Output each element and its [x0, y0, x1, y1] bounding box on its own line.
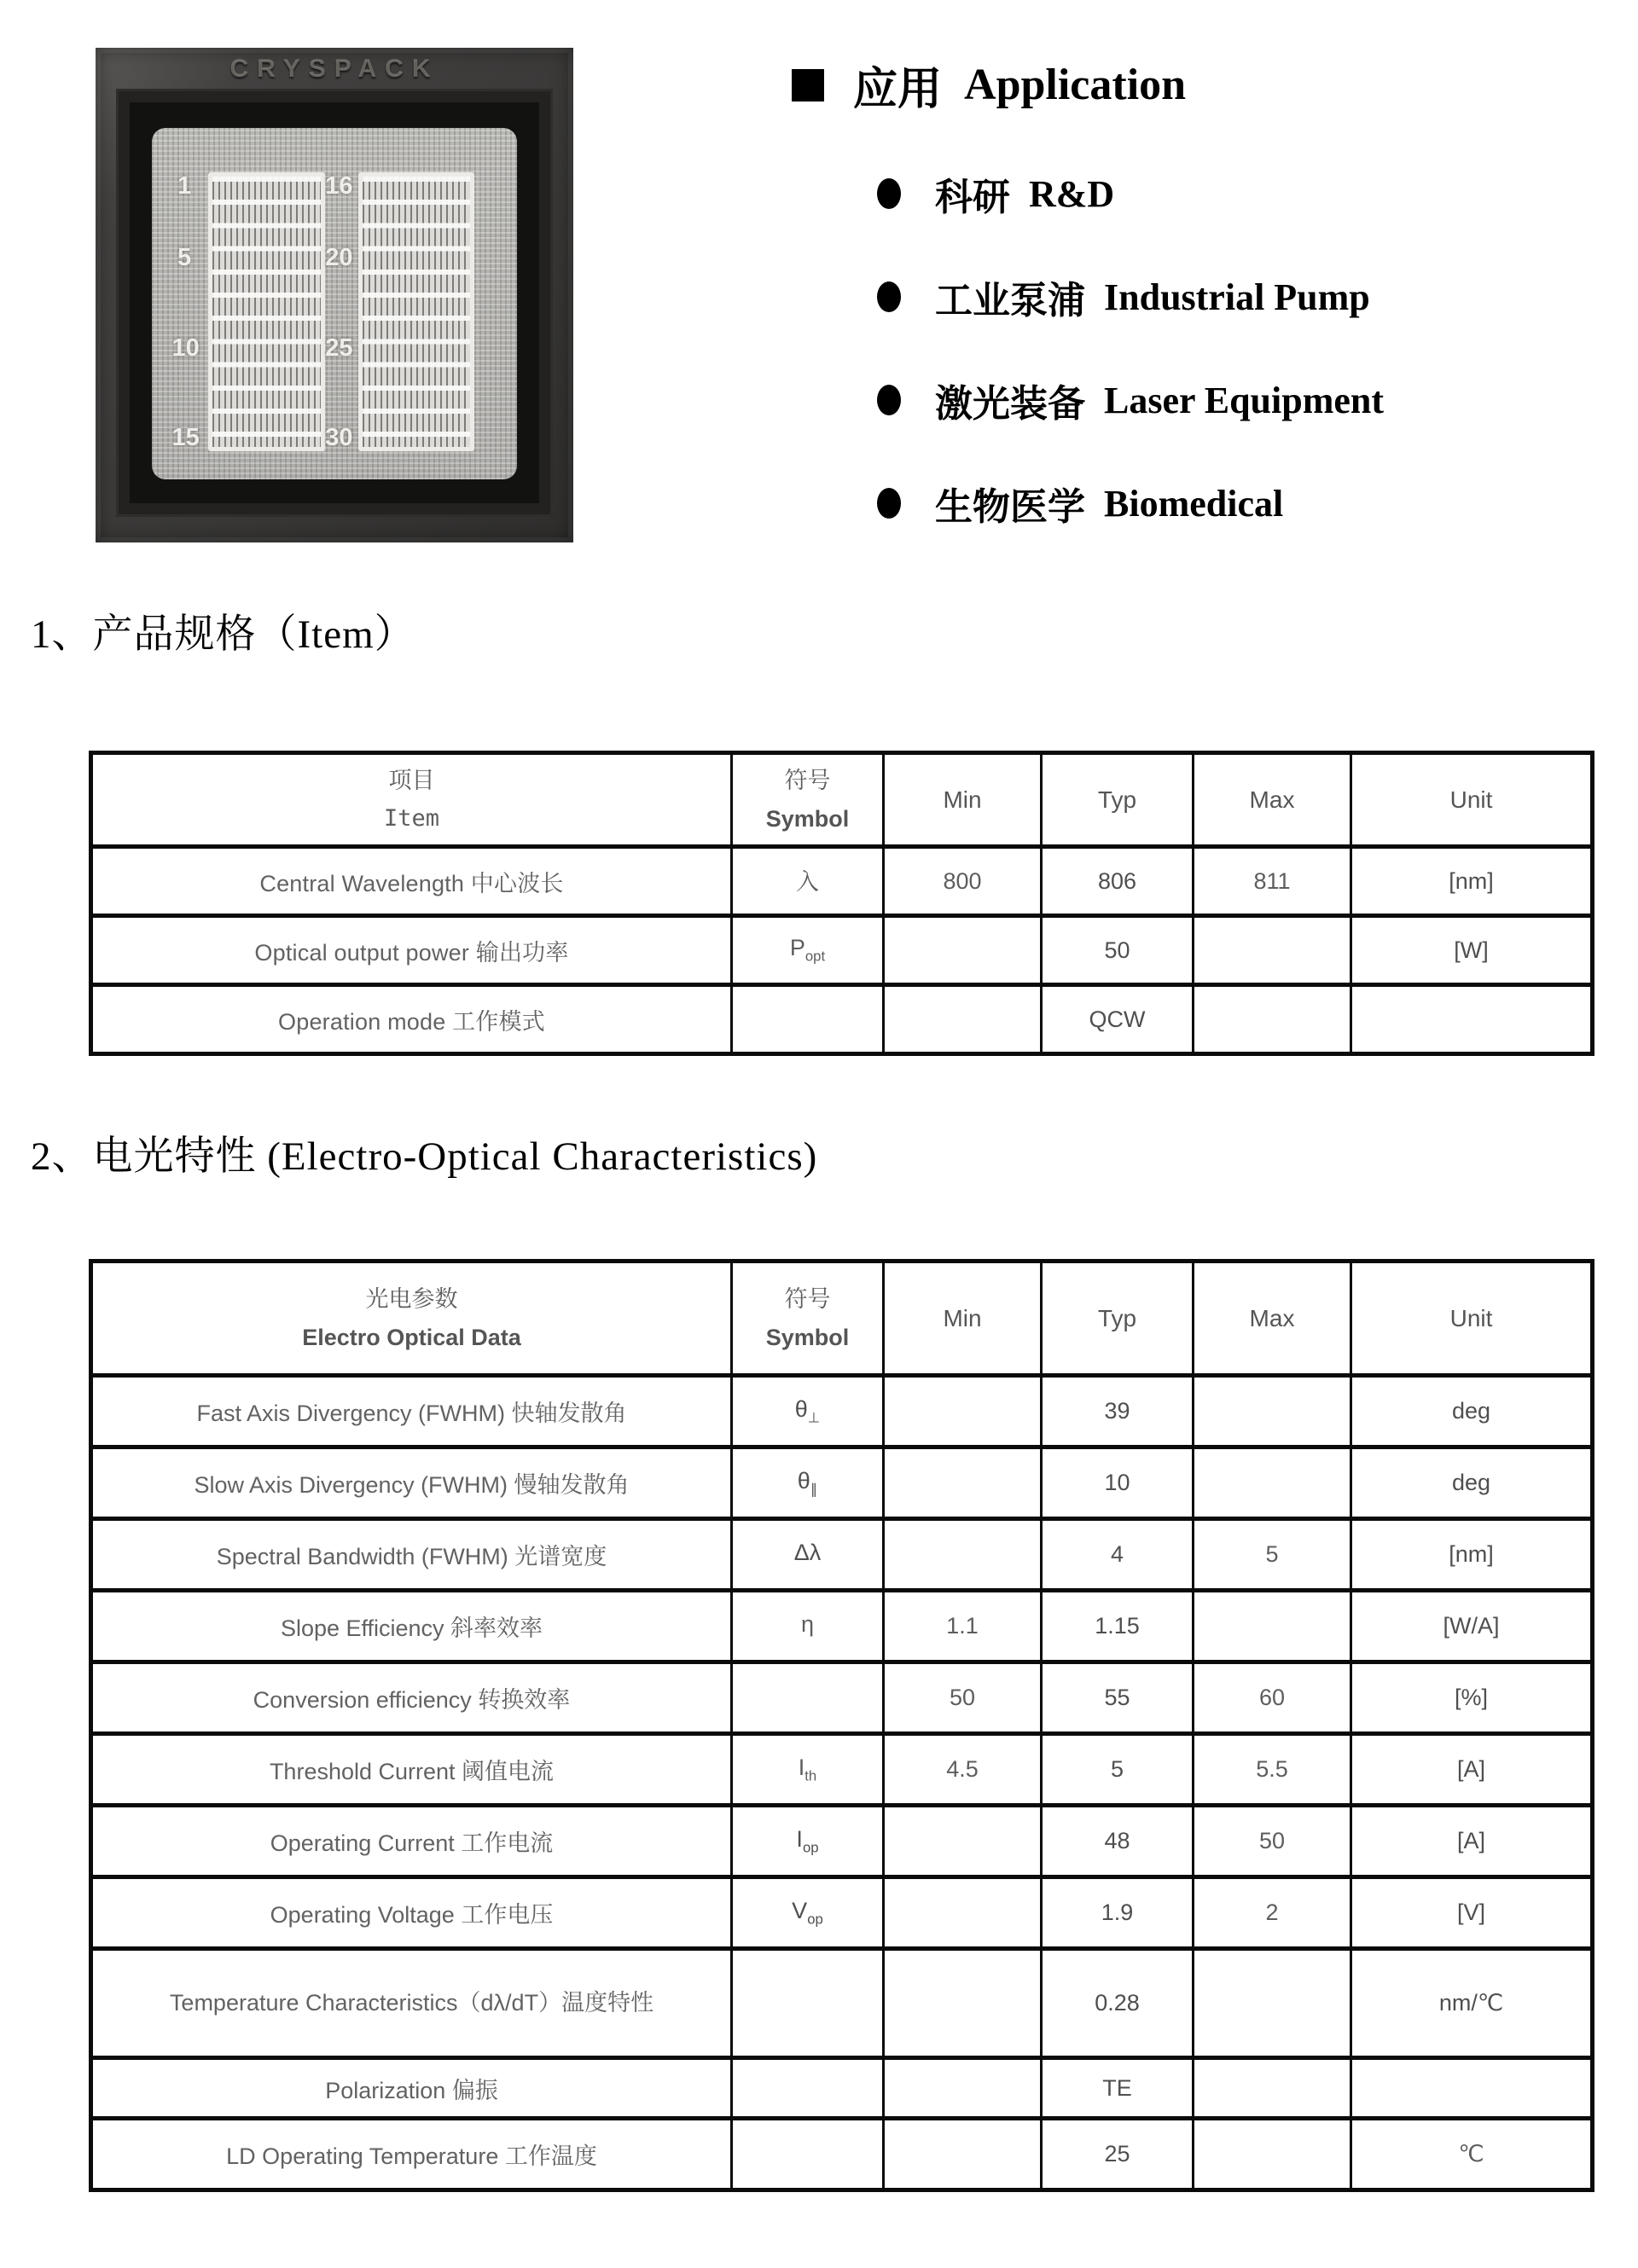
col-header-symbol [732, 753, 884, 847]
package-bezel [116, 89, 553, 517]
table-row [91, 1734, 1593, 1806]
table-row [91, 916, 1593, 985]
unit-value: deg [1351, 1376, 1593, 1447]
max-value [1194, 2119, 1351, 2190]
application-item-en: R&D [1029, 172, 1115, 215]
param-label: Operating Voltage 工作电压 [91, 1877, 732, 1949]
max-value [1194, 985, 1351, 1054]
param-symbol [732, 1662, 884, 1734]
param-label: Polarization 偏振 [91, 2058, 732, 2119]
table-row [91, 1519, 1593, 1591]
min-value [884, 1877, 1042, 1949]
circle-bullet-icon [877, 385, 901, 415]
typ-value: 5 [1042, 1734, 1194, 1806]
param-label: Threshold Current 阈值电流 [91, 1734, 732, 1806]
table-row [91, 1376, 1593, 1447]
bar-number-label: 10 [171, 334, 200, 362]
bar-number-label: 20 [325, 244, 353, 272]
table-row [91, 1447, 1593, 1519]
application-item-zh: 激光装备 [935, 383, 1085, 425]
application-heading [792, 53, 1384, 117]
bar-number-label: 5 [177, 244, 192, 272]
param-symbol: $I_{op}$ [732, 1806, 884, 1877]
col-header-symbol [732, 1262, 884, 1376]
col-header-item-zh: 项目 [388, 767, 435, 793]
application-list [877, 166, 1384, 531]
param-symbol: $\theta_\perp$ [732, 1376, 884, 1447]
table-row [91, 847, 1593, 916]
param-label: Spectral Bandwidth (FWHM) 光谱宽度 [91, 1519, 732, 1591]
typ-value: 48 [1042, 1806, 1194, 1877]
param-label: Operation mode 工作模式 [91, 985, 732, 1054]
application-title-en: Application [964, 61, 1187, 109]
param-symbol [732, 2058, 884, 2119]
col-header-item-en: Item [383, 804, 440, 832]
application-item [877, 373, 1384, 427]
unit-value: [nm] [1351, 1519, 1593, 1591]
max-value [1194, 1591, 1351, 1662]
col-header-item [91, 1262, 732, 1376]
min-value [884, 1806, 1042, 1877]
unit-value [1351, 985, 1593, 1054]
table-header-row [91, 1262, 1593, 1376]
typ-value: 10 [1042, 1447, 1194, 1519]
min-value [884, 1949, 1042, 2058]
bar-number-label: 30 [325, 424, 353, 452]
unit-value: [W/A] [1351, 1591, 1593, 1662]
bar-number-label: 1 [177, 171, 192, 200]
col-header-typ: Typ [1042, 753, 1194, 847]
typ-value: 1.15 [1042, 1591, 1194, 1662]
typ-value: 55 [1042, 1662, 1194, 1734]
emitter-bar-column-right [358, 172, 474, 451]
col-header-unit: Unit [1351, 753, 1593, 847]
bar-number-label: 25 [325, 334, 353, 362]
circle-bullet-icon [877, 281, 901, 312]
unit-value [1351, 2058, 1593, 2119]
typ-value: QCW [1042, 985, 1194, 1054]
circle-bullet-icon [877, 178, 901, 209]
unit-value: [%] [1351, 1662, 1593, 1734]
table-row [91, 1806, 1593, 1877]
min-value [884, 916, 1042, 985]
section2-heading: 2、电光特性 (Electro-Optical Characteristics) [31, 1134, 818, 1179]
param-label: Optical output power 输出功率 [91, 916, 732, 985]
unit-value: [A] [1351, 1806, 1593, 1877]
application-item-zh: 科研 [935, 177, 1010, 218]
col-header-max: Max [1194, 1262, 1351, 1376]
col-header-unit: Unit [1351, 1262, 1593, 1376]
package-brand-text: CRYSPACK [229, 55, 439, 83]
max-value: 5.5 [1194, 1734, 1351, 1806]
application-item-zh: 生物医学 [935, 486, 1085, 528]
table-row [91, 1949, 1593, 2058]
col-header-min: Min [884, 753, 1042, 847]
min-value [884, 2058, 1042, 2119]
param-symbol: Δλ [732, 1519, 884, 1591]
application-item-zh: 工业泵浦 [935, 280, 1085, 322]
min-value [884, 1447, 1042, 1519]
typ-value: 0.28 [1042, 1949, 1194, 2058]
max-value [1194, 1376, 1351, 1447]
electro-optical-table [89, 1259, 1594, 2192]
param-symbol: η [732, 1591, 884, 1662]
table-row [91, 1591, 1593, 1662]
application-item-en: Biomedical [1104, 482, 1284, 525]
col-header-item [91, 753, 732, 847]
param-symbol: $P_{opt}$ [732, 916, 884, 985]
unit-value: nm/℃ [1351, 1949, 1593, 2058]
max-value: 5 [1194, 1519, 1351, 1591]
max-value [1194, 1949, 1351, 2058]
min-value [884, 2119, 1042, 2190]
typ-value: 4 [1042, 1519, 1194, 1591]
max-value [1194, 2058, 1351, 2119]
product-photo [96, 48, 573, 542]
table-row [91, 985, 1593, 1054]
param-label: Temperature Characteristics（dλ/dT）温度特性 [91, 1949, 732, 2058]
param-symbol [732, 1949, 884, 2058]
table-header-row [91, 753, 1593, 847]
param-symbol [732, 985, 884, 1054]
max-value: 811 [1194, 847, 1351, 916]
unit-value: [V] [1351, 1877, 1593, 1949]
col-header-item-en: Electro Optical Data [302, 1324, 521, 1350]
bar-number-label: 15 [171, 424, 200, 452]
min-value: 800 [884, 847, 1042, 916]
col-header-symbol-zh: 符号 [784, 767, 831, 793]
col-header-symbol-en: Symbol [765, 1324, 850, 1350]
min-value [884, 1376, 1042, 1447]
max-value [1194, 1447, 1351, 1519]
item-spec-table [89, 751, 1594, 1056]
param-symbol: 入 [732, 847, 884, 916]
unit-value: deg [1351, 1447, 1593, 1519]
typ-value: 806 [1042, 847, 1194, 916]
col-header-max: Max [1194, 753, 1351, 847]
section1-heading: 1、产品规格（Item） [31, 612, 415, 657]
col-header-item-zh: 光电参数 [365, 1285, 458, 1312]
application-item [877, 476, 1384, 531]
min-value: 4.5 [884, 1734, 1042, 1806]
typ-value: 39 [1042, 1376, 1194, 1447]
bar-number-label: 16 [325, 171, 353, 200]
max-value: 50 [1194, 1806, 1351, 1877]
unit-value: [nm] [1351, 847, 1593, 916]
application-item [877, 270, 1384, 324]
param-symbol: $\theta_\parallel$ [732, 1447, 884, 1519]
application-section [792, 53, 1384, 531]
typ-value: 50 [1042, 916, 1194, 985]
col-header-min: Min [884, 1262, 1042, 1376]
circle-bullet-icon [877, 488, 901, 519]
min-value [884, 1519, 1042, 1591]
param-label: LD Operating Temperature 工作温度 [91, 2119, 732, 2190]
typ-value: 1.9 [1042, 1877, 1194, 1949]
square-bullet-icon [792, 69, 824, 102]
param-symbol: $V_{op}$ [732, 1877, 884, 1949]
application-item [877, 166, 1384, 221]
max-value [1194, 916, 1351, 985]
param-label: Fast Axis Divergency (FWHM) 快轴发散角 [91, 1376, 732, 1447]
max-value: 60 [1194, 1662, 1351, 1734]
table-row [91, 1877, 1593, 1949]
min-value: 50 [884, 1662, 1042, 1734]
unit-value: [W] [1351, 916, 1593, 985]
param-label: Slow Axis Divergency (FWHM) 慢轴发散角 [91, 1447, 732, 1519]
application-item-en: Laser Equipment [1104, 379, 1385, 421]
param-label: Conversion efficiency 转换效率 [91, 1662, 732, 1734]
typ-value: 25 [1042, 2119, 1194, 2190]
table-row [91, 2058, 1593, 2119]
param-label: Central Wavelength 中心波长 [91, 847, 732, 916]
param-label: Operating Current 工作电流 [91, 1806, 732, 1877]
col-header-symbol-en: Symbol [765, 805, 850, 832]
application-title-zh: 应用 [853, 66, 943, 114]
typ-value: TE [1042, 2058, 1194, 2119]
application-item-en: Industrial Pump [1104, 276, 1370, 318]
package-inner-gap [130, 102, 539, 503]
col-header-typ: Typ [1042, 1262, 1194, 1376]
param-label: Slope Efficiency 斜率效率 [91, 1591, 732, 1662]
min-value: 1.1 [884, 1591, 1042, 1662]
min-value [884, 985, 1042, 1054]
emitter-bar-column-left [208, 172, 324, 451]
diode-chip-area [152, 128, 517, 479]
max-value: 2 [1194, 1877, 1351, 1949]
col-header-symbol-zh: 符号 [784, 1285, 831, 1312]
unit-value: ℃ [1351, 2119, 1593, 2190]
param-symbol [732, 2119, 884, 2190]
param-symbol: $I_{th}$ [732, 1734, 884, 1806]
table-row [91, 1662, 1593, 1734]
unit-value: [A] [1351, 1734, 1593, 1806]
table-row [91, 2119, 1593, 2190]
